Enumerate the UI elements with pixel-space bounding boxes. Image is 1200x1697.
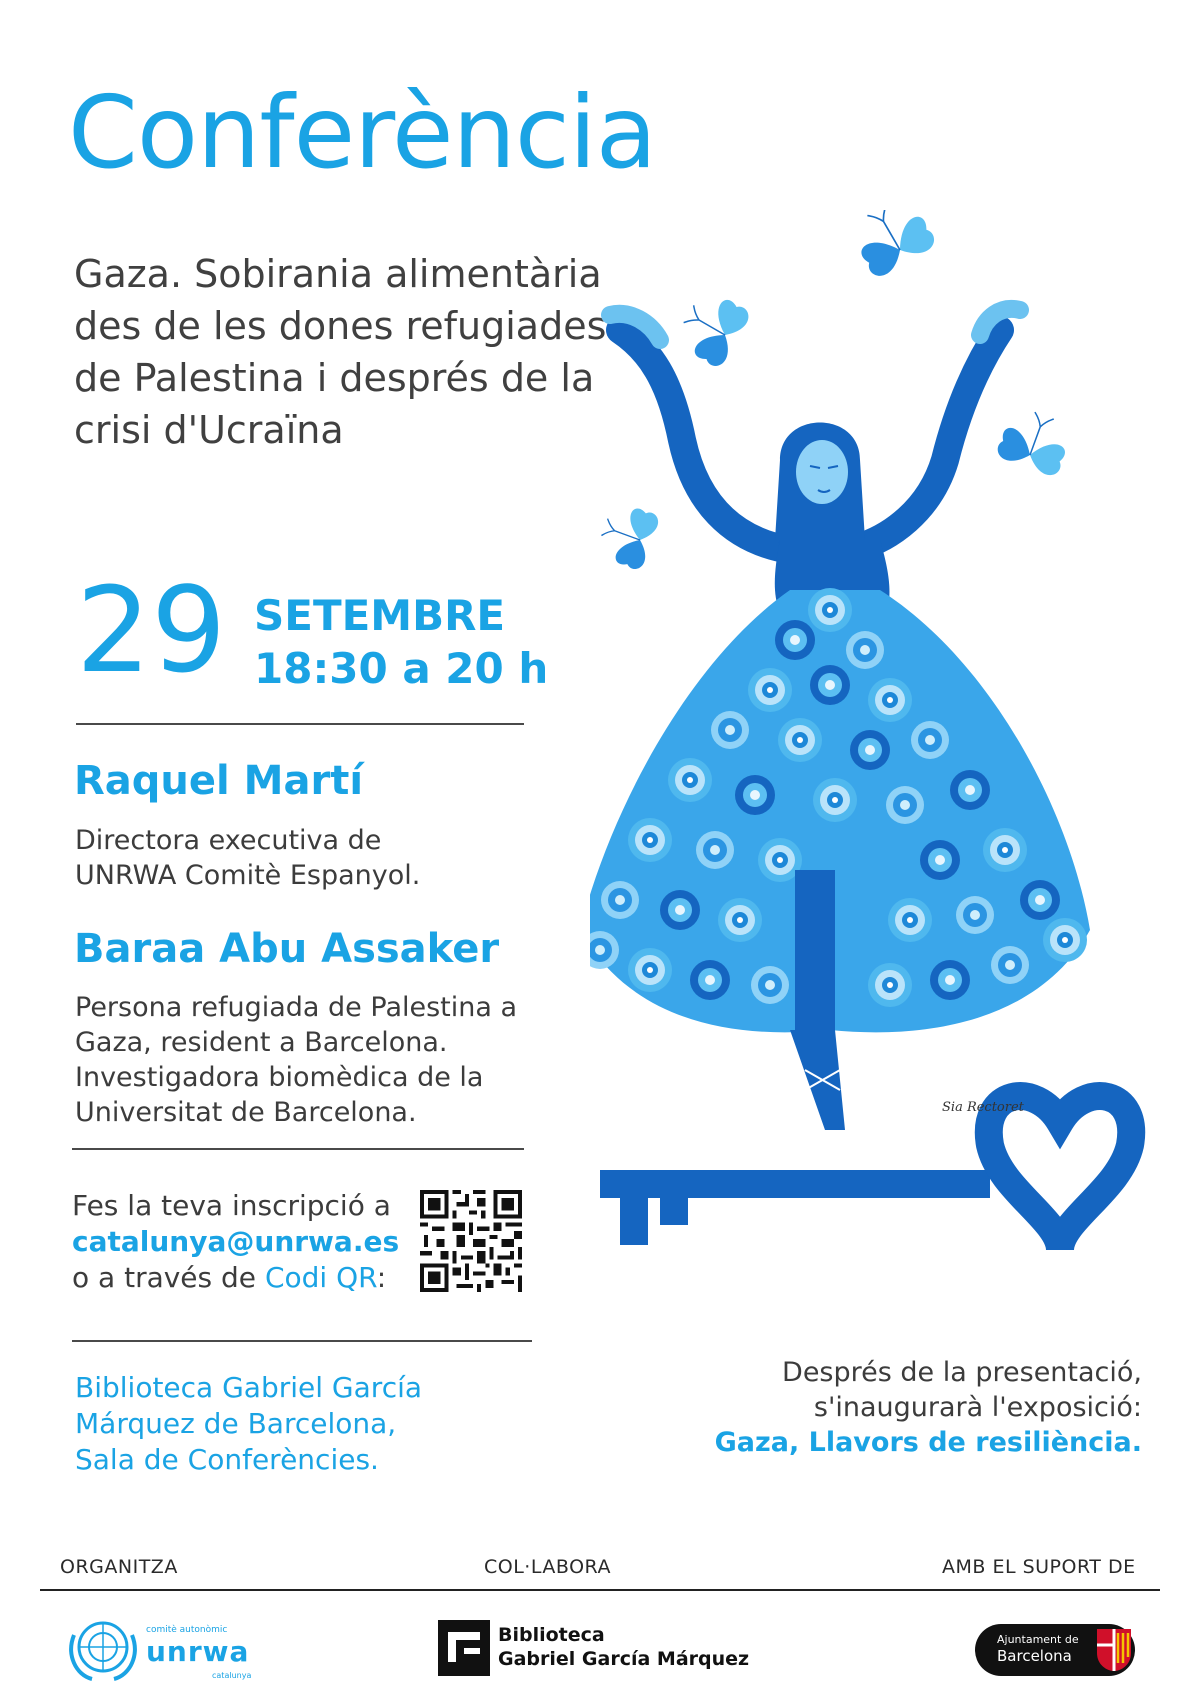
unrwa-logo-line1: comitè autonòmic	[146, 1625, 228, 1635]
page-title: Conferència	[68, 74, 656, 191]
subtitle-line: crisi d'Ucraïna	[74, 408, 344, 452]
venue-line: Márquez de Barcelona,	[75, 1407, 397, 1440]
subtitle-line: Gaza. Sobirania alimentària	[74, 252, 602, 296]
biblioteca-mark-icon	[438, 1620, 490, 1676]
speaker-desc-line: Universitat de Barcelona.	[75, 1097, 417, 1128]
exhibition-title: Gaza, Llavors de resiliència.	[714, 1427, 1142, 1458]
speaker-description	[75, 823, 545, 893]
subtitle-line: des de les dones refugiades	[74, 304, 607, 348]
speaker-desc-line: Investigadora biomèdica de la	[75, 1062, 484, 1093]
registration-email-link[interactable]: catalunya@unrwa.es	[72, 1225, 400, 1258]
qr-code[interactable]	[420, 1190, 522, 1292]
divider	[72, 1340, 532, 1342]
divider	[76, 723, 524, 725]
biblioteca-logo-line1: Biblioteca	[498, 1624, 605, 1646]
footer-label-organitza: ORGANITZA	[60, 1556, 178, 1578]
ajuntament-logo-line1: Ajuntament de	[997, 1633, 1079, 1646]
un-emblem-icon	[62, 1615, 144, 1685]
venue-line: Sala de Conferències.	[75, 1443, 379, 1476]
event-day: 29	[76, 561, 227, 699]
speaker-desc-line: Gaza, resident a Barcelona.	[75, 1027, 448, 1058]
dancer-illustration	[590, 210, 1170, 1340]
venue-line: Biblioteca Gabriel García	[75, 1371, 423, 1404]
speaker-desc-line: UNRWA Comitè Espanyol.	[75, 860, 421, 891]
speaker-desc-line: Persona refugiada de Palestina a	[75, 992, 518, 1023]
event-subtitle	[74, 248, 674, 456]
registration-line: Fes la teva inscripció a	[72, 1189, 391, 1222]
speaker-name: Baraa Abu Assaker	[74, 926, 500, 972]
unrwa-logo-brand: unrwa	[146, 1635, 250, 1668]
barcelona-shield-icon	[1095, 1627, 1133, 1673]
exhibition-info	[715, 1355, 1142, 1460]
divider	[72, 1148, 524, 1150]
subtitle-line: de Palestina i després de la	[74, 356, 595, 400]
speaker-description	[75, 990, 545, 1130]
biblioteca-logo	[438, 1620, 750, 1680]
footer-label-collabora: COL·LABORA	[484, 1556, 611, 1578]
registration-suffix: :	[376, 1261, 387, 1294]
unrwa-logo	[62, 1615, 252, 1685]
artist-signature: Sia Rectoret	[942, 1100, 1024, 1115]
speaker-name: Raquel Martí	[74, 758, 364, 804]
qr-code-link[interactable]: Codi QR	[264, 1261, 377, 1294]
ajuntament-logo-line2: Barcelona	[997, 1647, 1072, 1665]
exhibition-line: Després de la presentació,	[782, 1357, 1142, 1388]
venue-info	[75, 1370, 555, 1478]
exhibition-line: s'inaugurarà l'exposició:	[813, 1392, 1142, 1423]
speaker-desc-line: Directora executiva de	[75, 825, 382, 856]
event-month: SETEMBRE	[254, 591, 506, 640]
unrwa-logo-line3: catalunya	[212, 1671, 252, 1680]
ajuntament-logo	[975, 1624, 1135, 1676]
registration-prefix: o a través de	[72, 1261, 265, 1294]
footer-label-suport: AMB EL SUPORT DE	[942, 1556, 1136, 1578]
biblioteca-logo-line2: Gabriel García Márquez	[498, 1648, 750, 1670]
footer-divider	[40, 1589, 1160, 1591]
event-hours: 18:30 a 20 h	[254, 644, 549, 693]
